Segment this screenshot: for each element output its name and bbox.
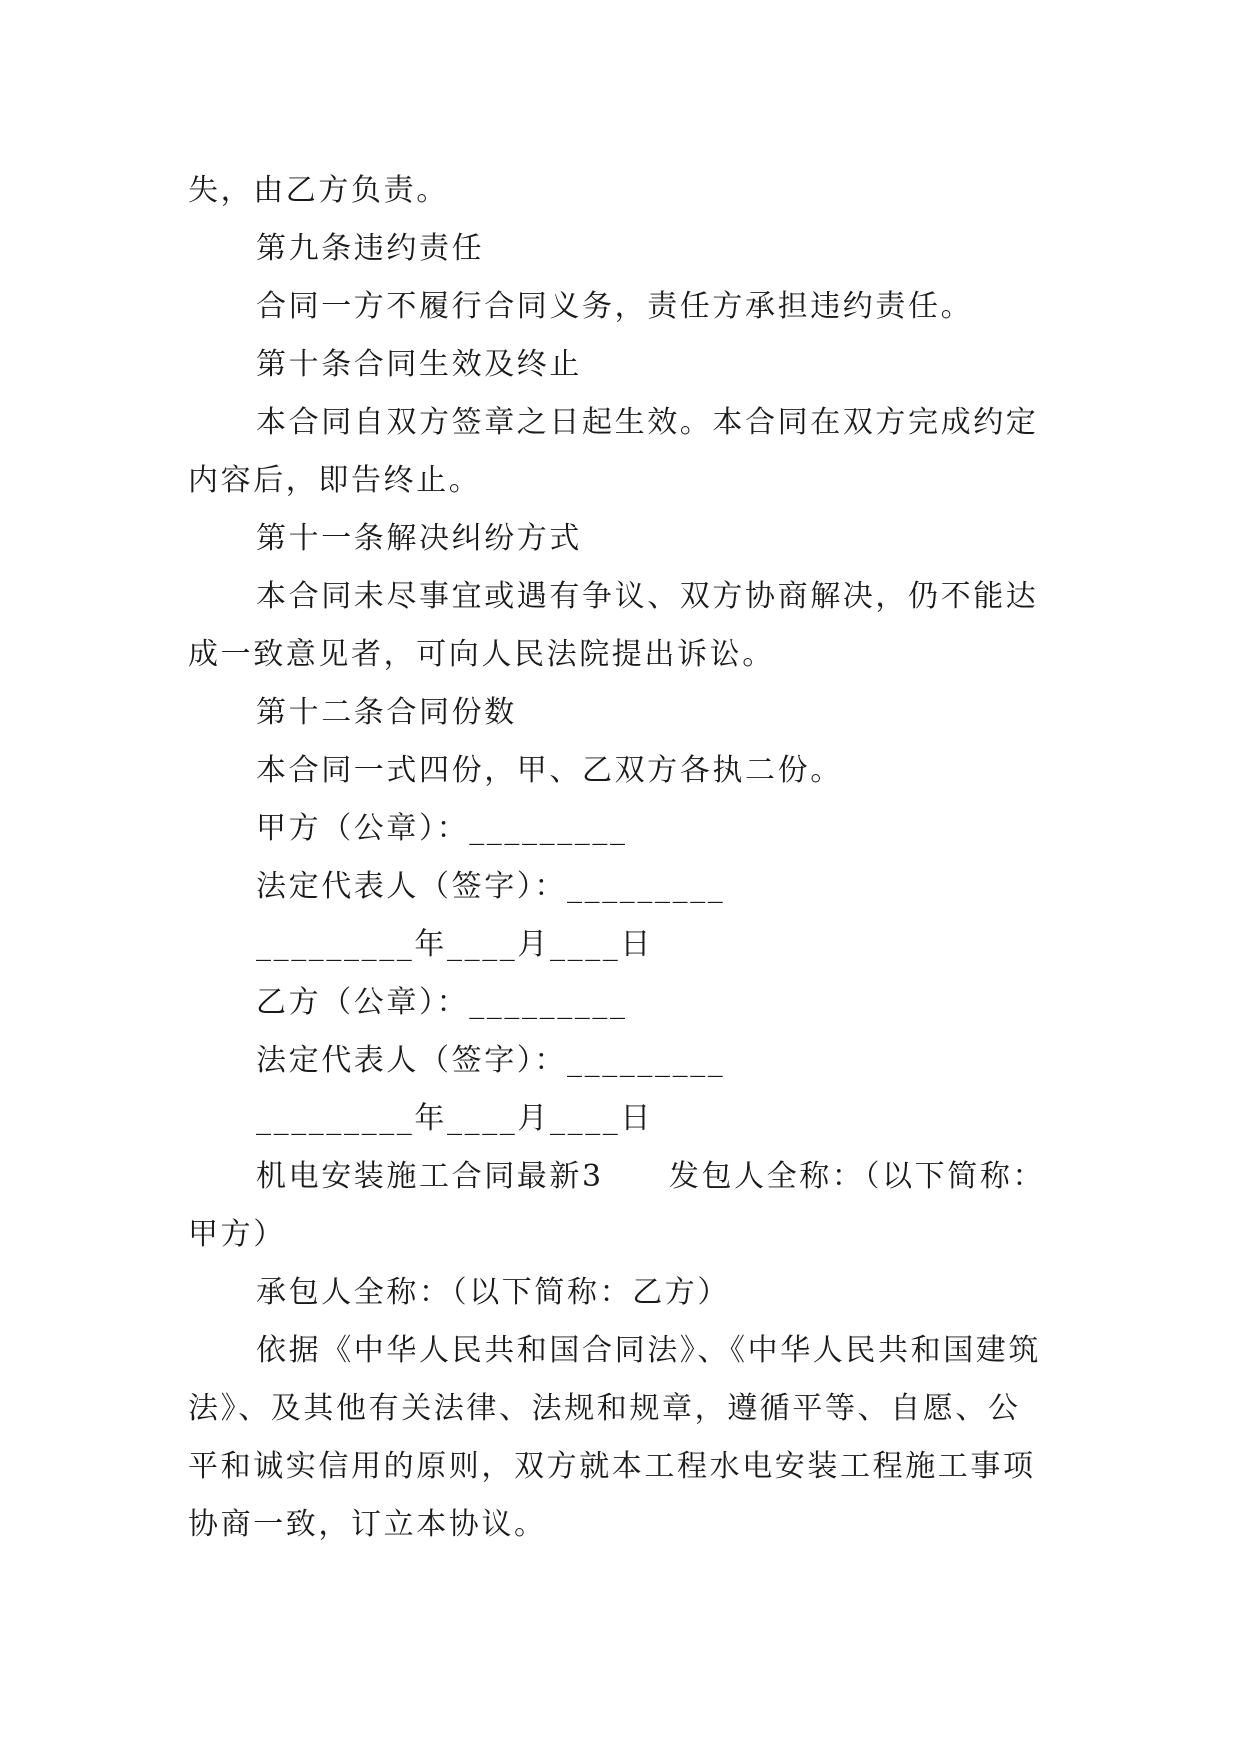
text-line: 法定代表人（签字）：_________ xyxy=(256,869,726,904)
text-line: 第九条违约责任 xyxy=(256,231,485,266)
text-line: 第十一条解决纠纷方式 xyxy=(256,521,582,556)
text-line: 平和诚实信用的原则，双方就本工程水电安装工程施工事项 xyxy=(188,1449,1036,1484)
text-line: 第十条合同生效及终止 xyxy=(256,347,582,382)
contract-text xyxy=(188,162,1060,1554)
text-line: 机电安装施工合同最新3 发包人全称：（以下简称： xyxy=(256,1159,1046,1194)
text-line: 本合同一式四份，甲、乙双方各执二份。 xyxy=(256,753,843,788)
text-line: 法》、及其他有关法律、法规和规章，遵循平等、自愿、公 xyxy=(188,1391,1021,1426)
text-line: _________年____月____日 xyxy=(256,1101,653,1136)
text-line: 成一致意见者，可向人民法院提出诉讼。 xyxy=(188,637,775,672)
text-line: 甲方） xyxy=(188,1217,286,1252)
text-line: 乙方（公章）：_________ xyxy=(256,985,628,1020)
text-line: 协商一致，订立本协议。 xyxy=(188,1507,547,1542)
text-line: 承包人全称：（以下简称：乙方） xyxy=(256,1275,730,1310)
text-line: 本合同自双方签章之日起生效。本合同在双方完成约定 xyxy=(256,405,1039,440)
text-line: 依据《中华人民共和国合同法》、《中华人民共和国建筑 xyxy=(256,1333,1041,1368)
text-line: 本合同未尽事宜或遇有争议、双方协商解决，仍不能达 xyxy=(256,579,1039,614)
text-line: 内容后，即告终止。 xyxy=(188,463,482,498)
text-line: _________年____月____日 xyxy=(256,927,653,962)
text-line: 第十二条合同份数 xyxy=(256,695,517,730)
text-line: 合同一方不履行合同义务，责任方承担违约责任。 xyxy=(256,289,974,324)
text-line: 法定代表人（签字）：_________ xyxy=(256,1043,726,1078)
text-line: 甲方（公章）：_________ xyxy=(256,811,628,846)
text-line: 失，由乙方负责。 xyxy=(188,173,449,208)
